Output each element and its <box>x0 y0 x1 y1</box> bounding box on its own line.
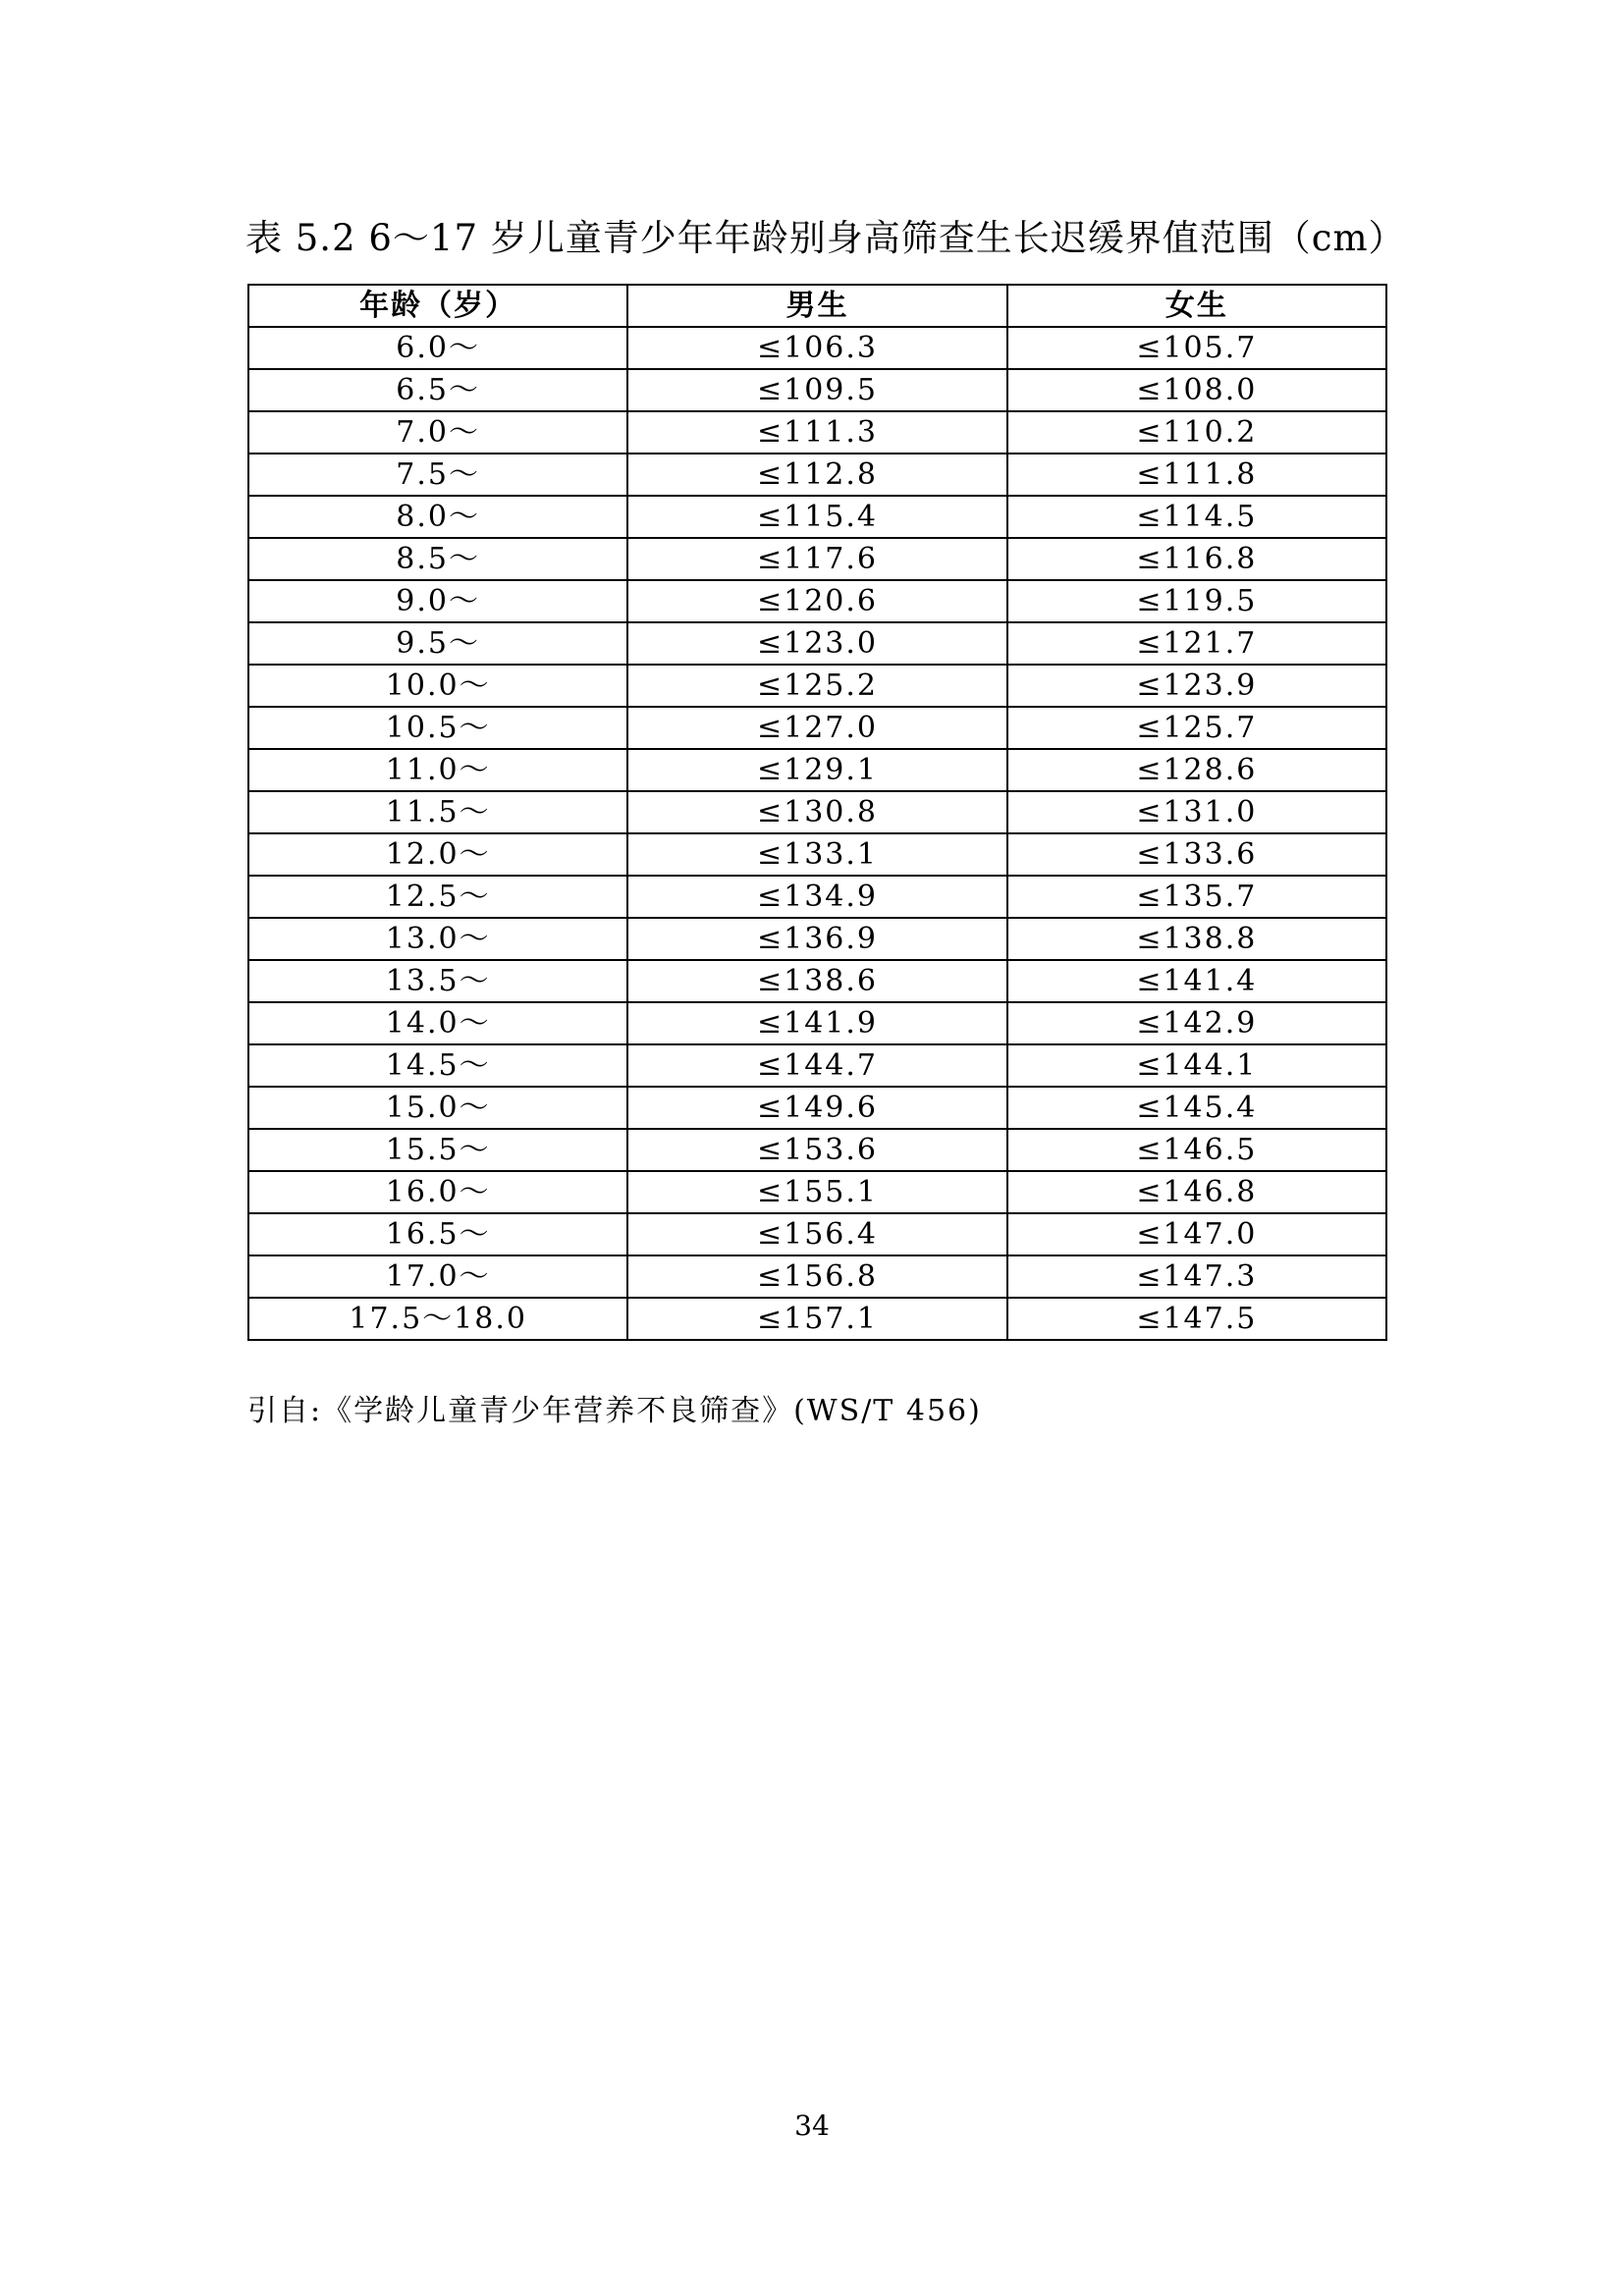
cell-girls: ≤111.8 <box>1007 454 1386 496</box>
table-row <box>248 1298 1386 1340</box>
table-row <box>248 876 1386 918</box>
table-row <box>248 538 1386 580</box>
cell-girls: ≤131.0 <box>1007 791 1386 833</box>
table-row <box>248 665 1386 707</box>
page-number: 34 <box>794 2109 830 2142</box>
cell-boys: ≤111.3 <box>627 411 1006 454</box>
cell-age: 7.5～ <box>248 454 627 496</box>
table-header <box>248 285 1386 327</box>
cell-boys: ≤123.0 <box>627 622 1006 665</box>
cell-boys: ≤153.6 <box>627 1129 1006 1171</box>
cell-girls: ≤128.6 <box>1007 749 1386 791</box>
cell-age: 8.5～ <box>248 538 627 580</box>
cell-age: 9.0～ <box>248 580 627 622</box>
header-boys: 男生 <box>627 285 1006 327</box>
cell-girls: ≤147.3 <box>1007 1255 1386 1298</box>
table-body <box>248 327 1386 1340</box>
cell-age: 12.5～ <box>248 876 627 918</box>
table-row <box>248 1129 1386 1171</box>
table-row <box>248 1213 1386 1255</box>
source-note: 引自:《学龄儿童青少年营养不良筛查》(WS/T 456) <box>247 1394 982 1428</box>
cell-age: 10.5～ <box>248 707 627 749</box>
table-row <box>248 327 1386 369</box>
cell-age: 13.5～ <box>248 960 627 1002</box>
table-row <box>248 749 1386 791</box>
cell-age: 15.5～ <box>248 1129 627 1171</box>
cell-boys: ≤134.9 <box>627 876 1006 918</box>
cell-girls: ≤144.1 <box>1007 1044 1386 1087</box>
cell-girls: ≤121.7 <box>1007 622 1386 665</box>
cell-age: 11.0～ <box>248 749 627 791</box>
cell-boys: ≤156.8 <box>627 1255 1006 1298</box>
table-row <box>248 580 1386 622</box>
growth-retardation-table <box>247 284 1387 1341</box>
header-age: 年龄（岁） <box>248 285 627 327</box>
cell-girls: ≤147.0 <box>1007 1213 1386 1255</box>
cell-age: 8.0～ <box>248 496 627 538</box>
cell-boys: ≤109.5 <box>627 369 1006 411</box>
table-caption: 表 5.2 6～17 岁儿童青少年年龄别身高筛查生长迟缓界值范围（cm） <box>245 217 1406 259</box>
cell-age: 7.0～ <box>248 411 627 454</box>
cell-age: 16.0～ <box>248 1171 627 1213</box>
cell-girls: ≤146.8 <box>1007 1171 1386 1213</box>
table-row <box>248 918 1386 960</box>
cell-boys: ≤156.4 <box>627 1213 1006 1255</box>
table-row <box>248 1171 1386 1213</box>
cell-boys: ≤133.1 <box>627 833 1006 876</box>
table-row <box>248 369 1386 411</box>
cell-girls: ≤108.0 <box>1007 369 1386 411</box>
cell-boys: ≤130.8 <box>627 791 1006 833</box>
cell-age: 10.0～ <box>248 665 627 707</box>
cell-girls: ≤116.8 <box>1007 538 1386 580</box>
table-row <box>248 496 1386 538</box>
cell-age: 14.0～ <box>248 1002 627 1044</box>
cell-boys: ≤149.6 <box>627 1087 1006 1129</box>
table-row <box>248 622 1386 665</box>
cell-age: 9.5～ <box>248 622 627 665</box>
table-row <box>248 1255 1386 1298</box>
cell-girls: ≤110.2 <box>1007 411 1386 454</box>
cell-boys: ≤144.7 <box>627 1044 1006 1087</box>
cell-age: 14.5～ <box>248 1044 627 1087</box>
cell-boys: ≤117.6 <box>627 538 1006 580</box>
cell-girls: ≤141.4 <box>1007 960 1386 1002</box>
cell-boys: ≤127.0 <box>627 707 1006 749</box>
cell-age: 17.5～18.0 <box>248 1298 627 1340</box>
table-row <box>248 411 1386 454</box>
cell-boys: ≤120.6 <box>627 580 1006 622</box>
table-row <box>248 960 1386 1002</box>
cell-age: 6.0～ <box>248 327 627 369</box>
table-row <box>248 707 1386 749</box>
cell-girls: ≤145.4 <box>1007 1087 1386 1129</box>
cell-girls: ≤119.5 <box>1007 580 1386 622</box>
table-row <box>248 791 1386 833</box>
cell-age: 11.5～ <box>248 791 627 833</box>
cell-boys: ≤157.1 <box>627 1298 1006 1340</box>
cell-girls: ≤123.9 <box>1007 665 1386 707</box>
cell-boys: ≤141.9 <box>627 1002 1006 1044</box>
cell-boys: ≤129.1 <box>627 749 1006 791</box>
cell-girls: ≤146.5 <box>1007 1129 1386 1171</box>
cell-girls: ≤142.9 <box>1007 1002 1386 1044</box>
cell-age: 6.5～ <box>248 369 627 411</box>
cell-girls: ≤105.7 <box>1007 327 1386 369</box>
cell-boys: ≤115.4 <box>627 496 1006 538</box>
cell-age: 13.0～ <box>248 918 627 960</box>
cell-age: 12.0～ <box>248 833 627 876</box>
cell-girls: ≤135.7 <box>1007 876 1386 918</box>
cell-age: 17.0～ <box>248 1255 627 1298</box>
cell-girls: ≤114.5 <box>1007 496 1386 538</box>
cell-girls: ≤133.6 <box>1007 833 1386 876</box>
cell-boys: ≤106.3 <box>627 327 1006 369</box>
cell-boys: ≤138.6 <box>627 960 1006 1002</box>
cell-age: 16.5～ <box>248 1213 627 1255</box>
table-row <box>248 833 1386 876</box>
table-row <box>248 1087 1386 1129</box>
header-girls: 女生 <box>1007 285 1386 327</box>
cell-boys: ≤136.9 <box>627 918 1006 960</box>
cell-girls: ≤138.8 <box>1007 918 1386 960</box>
cell-age: 15.0～ <box>248 1087 627 1129</box>
table-row <box>248 1002 1386 1044</box>
table-row <box>248 454 1386 496</box>
cell-boys: ≤125.2 <box>627 665 1006 707</box>
header-row <box>248 285 1386 327</box>
cell-girls: ≤125.7 <box>1007 707 1386 749</box>
cell-boys: ≤155.1 <box>627 1171 1006 1213</box>
cell-girls: ≤147.5 <box>1007 1298 1386 1340</box>
cell-boys: ≤112.8 <box>627 454 1006 496</box>
table-row <box>248 1044 1386 1087</box>
